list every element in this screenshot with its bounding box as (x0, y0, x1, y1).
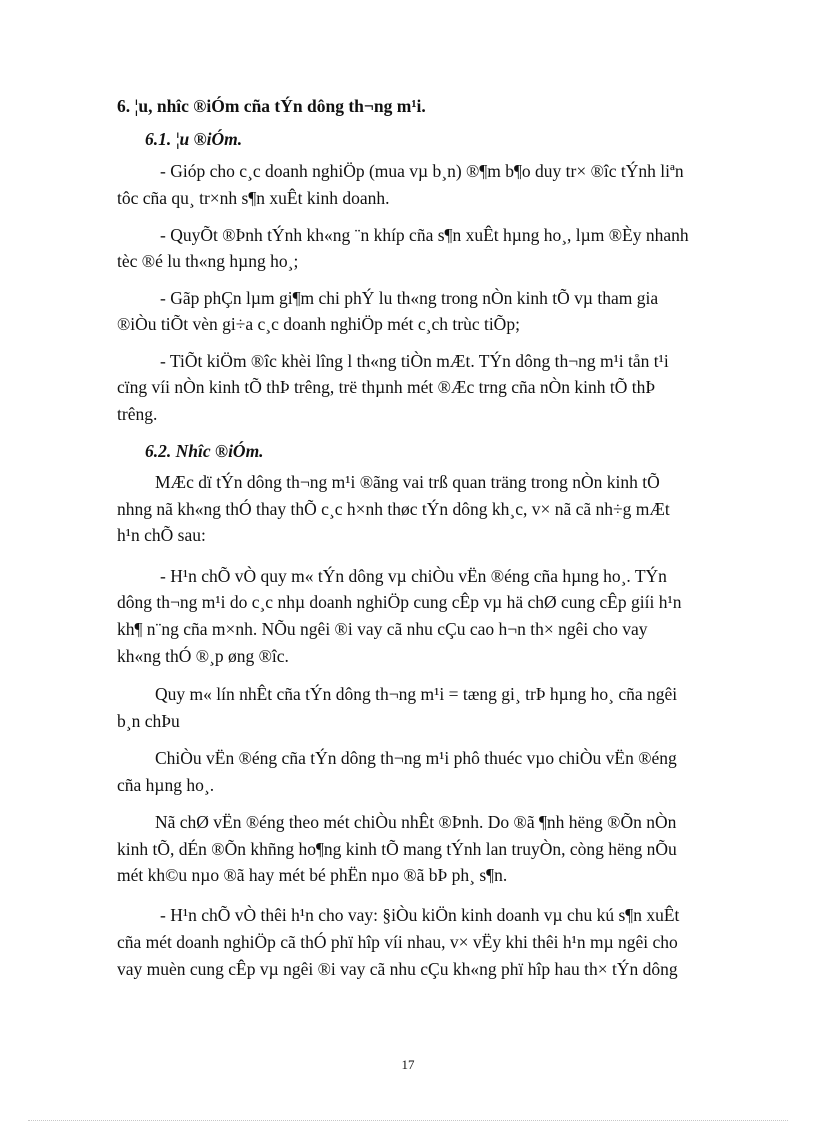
paragraph-line: dông th¬ng m¹i do c¸c nhµ doanh nghiÖp cung cÊp vµ hä chØ cung cÊp giíi h¹n (117, 592, 682, 612)
paragraph-line: ChiÒu vËn ®éng cña tÝn dông th¬ng m¹i phô thuéc vµo chiÒu vËn ®éng (155, 748, 677, 768)
page-number: 17 (401, 1057, 415, 1072)
paragraph-line: kh¶ n¨ng cña m×nh. NÕu ngêi ®i vay cã nhu cÇu cao h¬n th× ngêi cho vay (117, 619, 648, 639)
subsection-title-disadvantages: 6.2. Nhîc ®iÓm. (145, 441, 264, 461)
paragraph-line: tôc cña qu¸ tr×nh s¶n xuÊt kinh doanh. (117, 188, 390, 208)
paragraph-line: Quy m« lín nhÊt cña tÝn dông th¬ng m¹i = tæng gi¸ trÞ hµng ho¸ cña ngêi (155, 684, 678, 704)
paragraph-line: b¸n chÞu (117, 711, 180, 731)
paragraph-line: vay muèn cung cÊp vµ ngêi ®i vay cã nhu cÇu kh«ng phï hîp hau th× tÝn dông (117, 959, 678, 979)
section-heading: 6. ¦u, nhîc ®iÓm cña tÝn dông th¬ng m¹i. (117, 96, 426, 116)
paragraph-line: mét kh©u nµo ®ã hay mét bé phËn nµo ®ã bÞ ph¸ s¶n. (117, 865, 508, 885)
paragraph-line: - QuyÕt ®Þnh tÝnh kh«ng ¨n khíp cña s¶n xuÊt hµng ho¸, lµm ®Èy nhanh (160, 225, 689, 245)
paragraph-line: Nã chØ vËn ®éng theo mét chiÒu nhÊt ®Þnh. Do ®ã ¶nh hëng ®Õn nÒn (155, 812, 677, 832)
paragraph-line: cïng víi nÒn kinh tÕ thÞ trêng, trë thµnh mét ®Æc trng cña nÒn kinh tÕ thÞ (117, 377, 656, 397)
paragraph-line: - H¹n chÕ vÒ thêi h¹n cho vay: §iÒu kiÖn kinh doanh vµ chu kú s¶n xuÊt (160, 905, 680, 925)
paragraph-line: kinh tÕ, dÉn ®Õn khñng ho¶ng kinh tÕ mang tÝnh lan truyÒn, còng hëng nÕu (117, 839, 677, 859)
paragraph-line: - Gióp cho c¸c doanh nghiÖp (mua vµ b¸n) ®¶m b¶o duy tr× ®îc tÝnh liªn (160, 161, 684, 181)
paragraph-line: cña hµng ho¸. (117, 775, 215, 795)
subsection-title-advantages: 6.1. ¦u ®iÓm. (145, 129, 243, 149)
paragraph-line: h¹n chÕ sau: (117, 525, 206, 545)
paragraph-line: cña mét doanh nghiÖp cã thÓ phï hîp víi nhau, v× vËy khi thêi h¹n mµ ngêi cho (117, 932, 678, 952)
paragraph-line: kh«ng thÓ ®¸p øng ®îc. (117, 646, 289, 666)
paragraph-line: ®iÒu tiÕt vèn gi÷a c¸c doanh nghiÖp mét c¸ch trùc tiÕp; (117, 314, 520, 334)
paragraph-line: MÆc dï tÝn dông th¬ng m¹i ®ãng vai trß quan träng trong nÒn kinh tÕ (155, 472, 660, 492)
paragraph-line: - Gãp phÇn lµm gi¶m chi phÝ lu th«ng trong nÒn kinh tÕ vµ tham gia (160, 288, 659, 308)
paragraph-line: tèc ®é lu th«ng hµng ho¸; (117, 251, 299, 271)
paragraph-line: nhng nã kh«ng thÓ thay thÕ c¸c h×nh thøc tÝn dông kh¸c, v× nã cã nh÷g mÆt (117, 499, 670, 519)
paragraph-line: - TiÕt kiÖm ®îc khèi lîng l th«ng tiÒn mÆt. TÝn dông th¬ng m¹i tån t¹i (160, 351, 669, 371)
paragraph-line: - H¹n chÕ vÒ quy m« tÝn dông vµ chiÒu vËn ®éng cña hµng ho¸. TÝn (160, 566, 667, 586)
paragraph-line: trêng. (117, 404, 158, 424)
bottom-divider (28, 1120, 788, 1121)
